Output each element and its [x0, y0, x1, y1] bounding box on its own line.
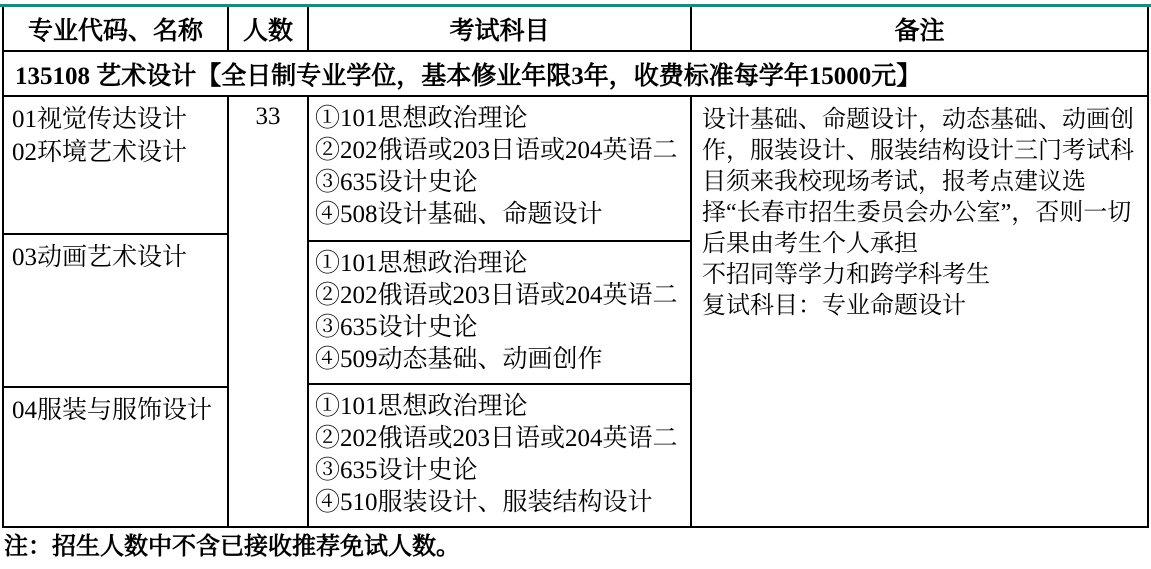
remarks-paragraph: 设计基础、命题设计，动态基础、动画创作，服装设计、服装结构设计三门考试科目须来我校现场考试，报考点建议选择“长春市招生委员会办公室”，否则一切后果由考生个人承担: [702, 107, 1134, 257]
remarks-paragraph: 不招同等学力和跨学科考生: [702, 262, 990, 288]
table-header-row: [4, 7, 1147, 52]
subjects-cell-2: [309, 242, 690, 385]
table-body: [4, 97, 1147, 526]
subject-line: ①101思想政治理论: [315, 393, 528, 420]
subject-line: ②202俄语或203日语或204英语二: [315, 137, 678, 164]
subjects-cell-1: [309, 97, 690, 242]
quota-value: 33: [255, 103, 281, 130]
subject-line: ③635设计史论: [315, 169, 478, 196]
remarks-paragraph: 复试科目：专业命题设计: [702, 293, 966, 319]
subject-line: ④508设计基础、命题设计: [315, 201, 603, 228]
header-quota-column: 人数: [229, 7, 309, 50]
majors-cell-1: [4, 97, 227, 235]
subject-line: ③635设计史论: [315, 457, 478, 484]
majors-column: [4, 97, 229, 526]
admissions-table: [2, 7, 1149, 528]
footnote: 注：招生人数中不含已接收推荐免试人数。: [4, 534, 460, 560]
major-line: 02环境艺术设计: [12, 139, 188, 166]
admissions-plan-page: [0, 4, 1151, 561]
quota-cell: [229, 97, 309, 526]
majors-cell-3: [4, 388, 227, 526]
major-line: 01视觉传达设计: [12, 106, 188, 133]
program-title: 135108 艺术设计【全日制专业学位，基本修业年限3年，收费标准每学年15000元】: [15, 62, 922, 90]
header-subjects-column: 考试科目: [309, 7, 692, 50]
subject-line: ①101思想政治理论: [315, 250, 528, 277]
subject-line: ①101思想政治理论: [315, 105, 528, 132]
subjects-column: [309, 97, 692, 526]
major-line: 04服装与服饰设计: [12, 397, 213, 424]
header-major-column: 专业代码、名称: [4, 7, 229, 50]
header-remarks-column: 备注: [894, 17, 945, 45]
subject-line: ③635设计史论: [315, 314, 478, 341]
subject-line: ②202俄语或203日语或204英语二: [315, 425, 678, 452]
major-line: 03动画艺术设计: [12, 244, 188, 271]
subject-line: ④510服装设计、服装结构设计: [315, 489, 653, 516]
remarks-cell: [692, 97, 1147, 526]
majors-cell-2: [4, 235, 227, 388]
subject-line: ②202俄语或203日语或204英语二: [315, 282, 678, 309]
subject-line: ④509动态基础、动画创作: [315, 346, 603, 373]
subjects-cell-3: [309, 385, 690, 526]
program-row: [4, 52, 1147, 97]
